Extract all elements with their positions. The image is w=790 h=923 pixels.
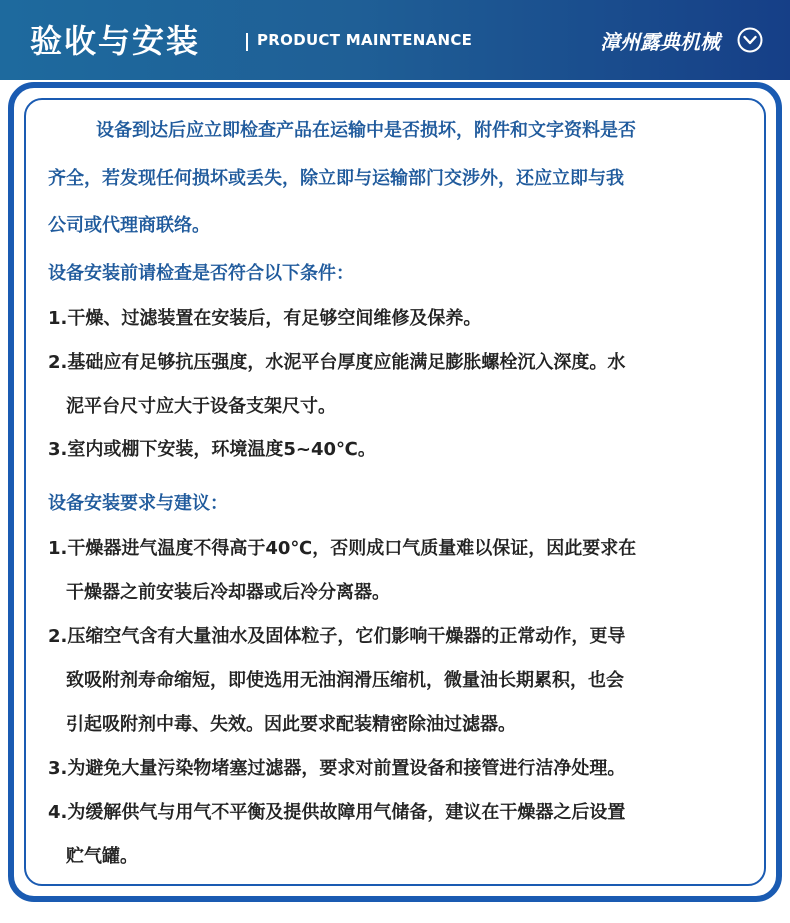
chevron-down-circle-icon[interactable] [736, 26, 764, 54]
list-item-continued: 泥平台尺寸应大于设备支架尺寸。 [66, 396, 336, 417]
list-item: 3.为避免大量污染物堵塞过滤器，要求对前置设备和接管进行洁净处理。 [48, 758, 626, 779]
list-item-continued: 致吸附剂寿命缩短，即使选用无油润滑压缩机，微量油长期累积，也会 [66, 670, 624, 691]
page-title: 验收与安装 [30, 22, 201, 60]
header-divider [246, 33, 248, 51]
list-item-continued: 干燥器之前安装后冷却器或后冷分离器。 [66, 582, 390, 603]
list-item: 1.干燥器进气温度不得高于40℃，否则成口气质量难以保证，因此要求在 [48, 538, 637, 559]
intro-line: 公司或代理商联络。 [48, 215, 210, 236]
intro-line: 齐全，若发现任何损坏或丢失，除立即与运输部门交涉外，还应立即与我 [48, 168, 624, 189]
intro-line: 设备到达后应立即检查产品在运输中是否损坏，附件和文字资料是否 [96, 120, 636, 141]
list-item-continued: 引起吸附剂中毒、失效。因此要求配装精密除油过滤器。 [66, 714, 516, 735]
list-item: 1.干燥、过滤装置在安装后，有足够空间维修及保养。 [48, 308, 482, 329]
section-heading: 设备安装前请检查是否符合以下条件： [48, 263, 354, 284]
header-banner [0, 0, 790, 80]
section-heading: 设备安装要求与建议： [48, 493, 228, 514]
list-item-continued: 贮气罐。 [66, 846, 138, 867]
list-item: 2.压缩空气含有大量油水及固体粒子，它们影响干燥器的正常动作，更导 [48, 626, 626, 647]
header-subtitle: PRODUCT MAINTENANCE [257, 31, 473, 49]
brand-name: 漳州露典机械 [600, 30, 720, 54]
list-item: 2.基础应有足够抗压强度，水泥平台厚度应能满足膨胀螺栓沉入深度。水 [48, 352, 626, 373]
list-item: 3.室内或棚下安装，环境温度5~40℃。 [48, 439, 376, 460]
content-frame [8, 82, 782, 902]
list-item: 4.为缓解供气与用气不平衡及提供故障用气储备，建议在干燥器之后设置 [48, 802, 626, 823]
